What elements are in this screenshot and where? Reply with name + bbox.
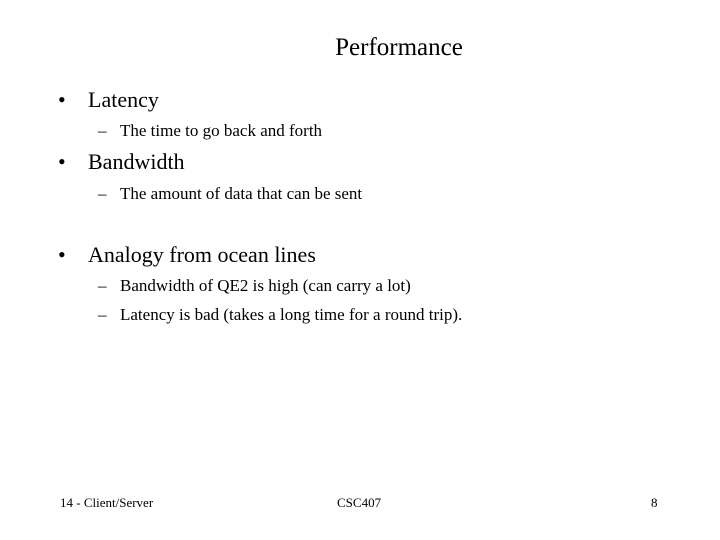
bullet-text: Analogy from ocean lines (88, 242, 316, 267)
footer-course-code: CSC407 (337, 495, 382, 510)
bullet-text: Bandwidth (88, 149, 185, 174)
sub-bullet-qe2-latency (98, 304, 462, 326)
sub-bullet-latency-definition (98, 120, 322, 142)
bullet-text: Latency (88, 87, 159, 112)
bullet-mark: • (58, 149, 66, 174)
slide-title-text: Performance (335, 34, 463, 61)
sub-bullet-text: The time to go back and forth (120, 121, 323, 140)
sub-bullet-mark: – (98, 276, 107, 295)
sub-bullet-mark: – (98, 184, 107, 203)
sub-bullet-text: Bandwidth of QE2 is high (can carry a lot) (120, 276, 411, 295)
bullet-analogy (58, 241, 316, 269)
sub-bullet-mark: – (98, 121, 107, 140)
bullet-bandwidth (58, 148, 185, 176)
bullet-mark: • (58, 87, 66, 112)
sub-bullet-text: The amount of data that can be sent (120, 184, 363, 203)
bullet-mark: • (58, 242, 66, 267)
footer-left-label: 14 - Client/Server (60, 495, 154, 510)
slide-title (0, 32, 720, 64)
sub-bullet-bandwidth-definition (98, 183, 362, 205)
sub-bullet-mark: – (98, 305, 107, 324)
footer-page-number: 8 (651, 495, 658, 510)
sub-bullet-text: Latency is bad (takes a long time for a round trip). (120, 305, 463, 324)
bullet-latency (58, 86, 159, 114)
sub-bullet-qe2-bandwidth (98, 275, 411, 297)
